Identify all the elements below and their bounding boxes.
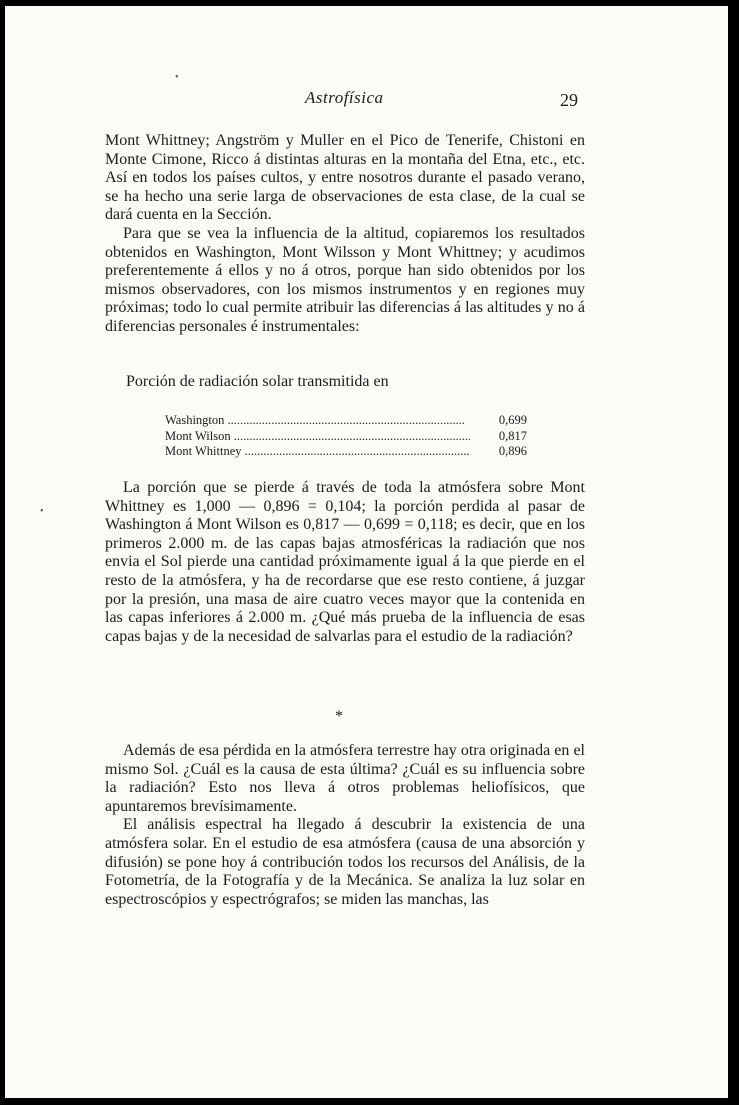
text-block-top (105, 132, 585, 337)
paragraph-altitude-influence: Para que se vea la influencia de la altitud, copiaremos los resultados obtenidos en Washington, Mont Wilsson y Mont Whittney; y acudimos preferentemente á ellos y no á otros, porque han sido obtenidos por los mismos observadores, con los mismos instrumentos y en regiones muy próximas; todo lo cual permite atribuir las diferencias á las altitudes y no á diferencias personales é instrumentales: (105, 224, 585, 335)
row-value-washington: 0,699 (498, 413, 527, 427)
section-separator-asterisk: * (335, 708, 343, 725)
paragraph-solar-loss: Además de esa pérdida en la atmósfera terrestre hay otra originada en el mismo Sol. ¿Cuál es la causa de esta última? ¿Cuál es su influencia sobre la radiación? Esto nos lleva á otros problemas heliofísicos, que apuntaremos brevísimamente. (105, 742, 585, 815)
book-page (5, 6, 728, 1098)
paragraph-spectral-analysis: El análisis espectral ha llegado á descubrir la existencia de una atmósfera solar. En el estudio de esa atmósfera (causa de una absorción y difusión) se pone hoy á contribución todos los recursos del Análisis, de la Fotometría, de la Fotografía y de la Mecánica. Se analiza la luz solar en espectroscópios y espectrógrafos; se miden las manchas, las (105, 816, 585, 908)
scan-speck-mark: • (40, 506, 44, 517)
paragraph-continuation: Mont Whittney; Angström y Muller en el Pico de Tenerife, Chistoni en Monte Cimone, Ricco á distintas alturas en la montaña del Etna, etc., etc. Así en todos los países cultos, y entre nosotros durante el pasado verano, se ha hecho una serie larga de observaciones de esta clase, de la cual se dará cuenta en la Sección. (105, 132, 585, 224)
row-label-mont-wilson: Mont Wilson ..... (165, 429, 470, 445)
text-block-middle (105, 479, 585, 646)
row-value-mont-whittney: 0,896 (498, 444, 527, 458)
row-label-washington: Washington ..... (165, 413, 470, 429)
row-label-mont-whittney: Mont Whittney ..... (165, 444, 470, 460)
radiation-table (165, 413, 527, 460)
row-value-mont-wilson: 0,817 (498, 428, 527, 443)
table-caption: Porción de radiación solar transmitida en (126, 373, 389, 390)
text-block-bottom (105, 742, 585, 909)
page-number: 29 (560, 90, 578, 110)
table-row (165, 429, 527, 445)
table-row (165, 444, 527, 460)
paragraph-atmospheric-loss: La porción que se pierde á través de toda la atmósfera sobre Mont Whittney es 1,000 — 0,896 = 0,104; la porción perdida al pasar de Washington á Mont Wilson es 0,817 — 0,699 = 0,118; es decir, que en los primeros 2.000 m. de las capas bajas atmosféricas la radiación que nos envia el Sol pierde una cantidad próximamente igual á la que pierde en el resto de la atmósfera, y ha de recordarse que ese resto contiene, á juzgar por la presión, una masa de aire cuatro veces mayor que la contenida en las capas inferiores á 2.000 m. ¿Qué más prueba de la influencia de esas capas bajas y de la necesidad de salvarlas para el estudio de la radiación? (105, 479, 585, 645)
scan-speck-mark: • (175, 72, 179, 83)
table-row (165, 413, 527, 429)
running-header-title: Astrofísica (305, 88, 384, 107)
